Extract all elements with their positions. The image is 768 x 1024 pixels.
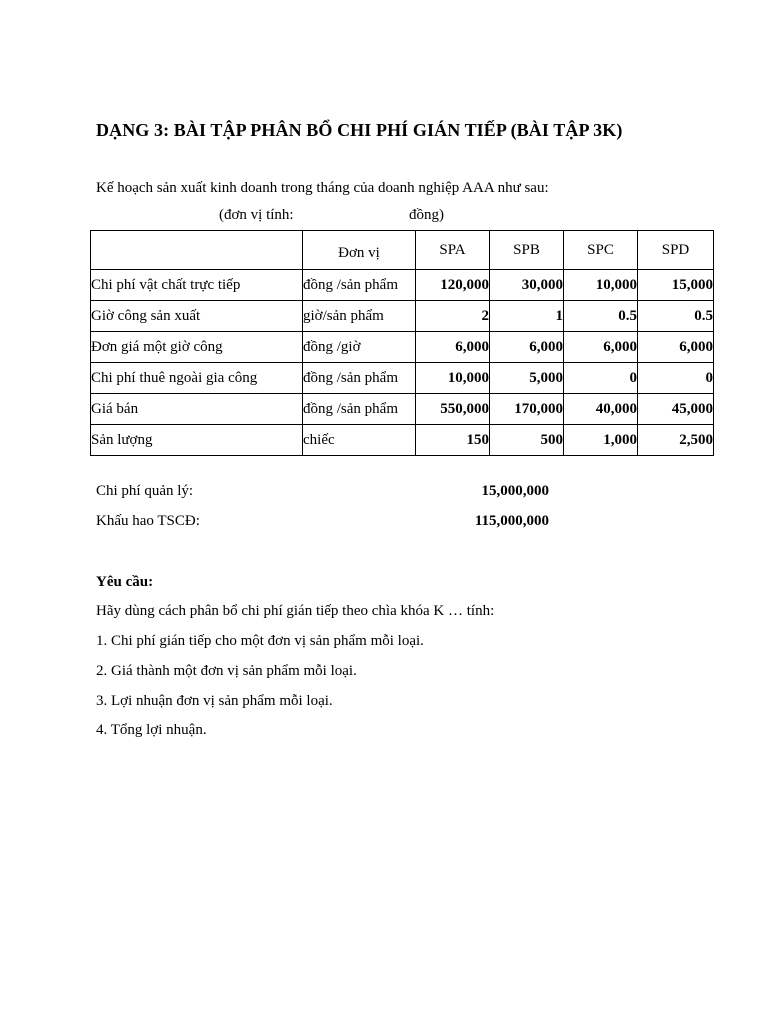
- cell-value: 1,000: [564, 425, 638, 456]
- requirement-item: 1. Chi phí gián tiếp cho một đơn vị sản phẩm mỗi loại.: [96, 633, 424, 649]
- cell-value: 6,000: [416, 332, 490, 363]
- header-unit: Đơn vị: [303, 231, 416, 270]
- header-product-spb: SPB: [490, 231, 564, 270]
- header-product-spc: SPC: [564, 231, 638, 270]
- requirement-item: 3. Lợi nhuận đơn vị sản phẩm mỗi loại.: [96, 693, 333, 709]
- table-row: [91, 394, 714, 425]
- table-row: [91, 301, 714, 332]
- cell-value: 170,000: [490, 394, 564, 425]
- requirement-item: 2. Giá thành một đơn vị sản phẩm mỗi loại.: [96, 663, 357, 679]
- row-label: Sản lượng: [91, 425, 303, 456]
- requirement-intro: Hãy dùng cách phân bổ chi phí gián tiếp theo chìa khóa K … tính:: [96, 603, 495, 619]
- table-row: [91, 363, 714, 394]
- cell-value: 0: [638, 363, 714, 394]
- row-label: Giờ công sản xuất: [91, 301, 303, 332]
- management-cost-label: Chi phí quản lý:: [96, 483, 194, 499]
- cell-value: 6,000: [490, 332, 564, 363]
- row-label: Đơn giá một giờ công: [91, 332, 303, 363]
- header-empty-cell: [91, 231, 303, 270]
- depreciation-label: Khấu hao TSCĐ:: [96, 513, 200, 529]
- cell-value: 0.5: [564, 301, 638, 332]
- row-unit: đồng /giờ: [303, 332, 416, 363]
- row-label: Chi phí vật chất trực tiếp: [91, 270, 303, 301]
- cell-value: 30,000: [490, 270, 564, 301]
- cell-value: 2,500: [638, 425, 714, 456]
- table-header-row: [91, 231, 714, 270]
- cell-value: 0: [564, 363, 638, 394]
- production-plan-table: [90, 230, 714, 456]
- cell-value: 5,000: [490, 363, 564, 394]
- row-label: Chi phí thuê ngoài gia công: [91, 363, 303, 394]
- cell-value: 10,000: [416, 363, 490, 394]
- row-unit: đồng /sản phẩm: [303, 270, 416, 301]
- table-row: [91, 270, 714, 301]
- cell-value: 45,000: [638, 394, 714, 425]
- cell-value: 0.5: [638, 301, 714, 332]
- row-label: Giá bán: [91, 394, 303, 425]
- cell-value: 500: [490, 425, 564, 456]
- table-row: [91, 425, 714, 456]
- page-title: DẠNG 3: BÀI TẬP PHÂN BỔ CHI PHÍ GIÁN TIẾP (BÀI TẬP 3K): [96, 120, 623, 140]
- cell-value: 150: [416, 425, 490, 456]
- cell-value: 6,000: [564, 332, 638, 363]
- depreciation-value: 115,000,000: [474, 513, 549, 529]
- cell-value: 15,000: [638, 270, 714, 301]
- row-unit: giờ/sản phẩm: [303, 301, 416, 332]
- header-product-spd: SPD: [638, 231, 714, 270]
- cell-value: 120,000: [416, 270, 490, 301]
- intro-text: Kế hoạch sản xuất kinh doanh trong tháng của doanh nghiệp AAA như sau:: [96, 180, 549, 196]
- unit-note-right: đồng): [409, 207, 444, 223]
- cell-value: 2: [416, 301, 490, 332]
- management-cost-value: 15,000,000: [481, 483, 549, 499]
- cell-value: 6,000: [638, 332, 714, 363]
- table-row: [91, 332, 714, 363]
- row-unit: chiếc: [303, 425, 416, 456]
- header-product-spa: SPA: [416, 231, 490, 270]
- requirements-title: Yêu cầu:: [96, 574, 154, 590]
- cell-value: 10,000: [564, 270, 638, 301]
- cell-value: 40,000: [564, 394, 638, 425]
- cell-value: 1: [490, 301, 564, 332]
- requirement-item: 4. Tổng lợi nhuận.: [96, 722, 207, 738]
- cell-value: 550,000: [416, 394, 490, 425]
- unit-note-left: (đơn vị tính:: [219, 207, 294, 223]
- row-unit: đồng /sản phẩm: [303, 394, 416, 425]
- row-unit: đồng /sản phẩm: [303, 363, 416, 394]
